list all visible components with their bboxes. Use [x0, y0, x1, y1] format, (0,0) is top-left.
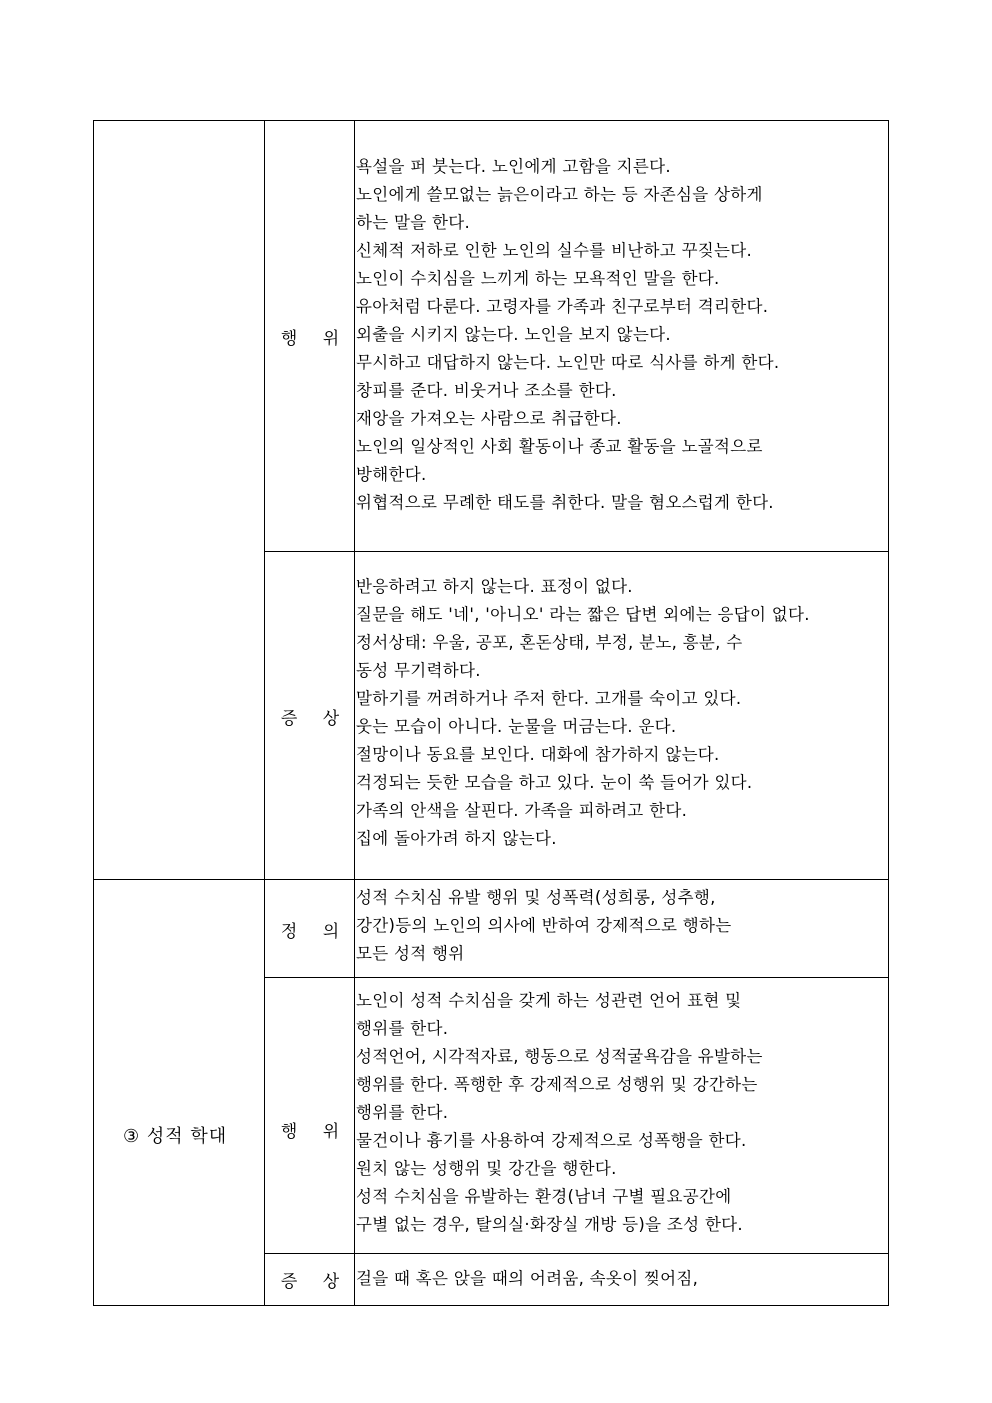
behavior-label: 행 위	[280, 329, 350, 349]
text-line: 재앙을 가져오는 사람으로 취급한다.	[356, 409, 622, 428]
text-line: 행위를 한다.	[356, 1019, 449, 1038]
text-line: 집에 돌아가려 하지 않는다.	[356, 829, 557, 848]
text-line: 웃는 모습이 아니다. 눈물을 머금는다. 운다.	[356, 717, 677, 736]
symptom-content	[356, 573, 886, 853]
text-line: 행위를 한다. 폭행한 후 강제적으로 성행위 및 강간하는	[356, 1075, 758, 1094]
text-line: 방해한다.	[356, 465, 427, 484]
text-line: 노인의 일상적인 사회 활동이나 종교 활동을 노골적으로	[356, 437, 763, 456]
text-line: 성적언어, 시각적자료, 행동으로 성적굴욕감을 유발하는	[356, 1047, 763, 1066]
text-line: 반응하려고 하지 않는다. 표정이 없다.	[356, 577, 633, 596]
definition-content	[356, 884, 886, 968]
text-line: 창피를 준다. 비웃거나 조소를 한다.	[356, 381, 617, 400]
category-sexual-abuse: ③ 성적 학대	[123, 1126, 228, 1147]
text-line: 절망이나 동요를 보인다. 대화에 참가하지 않는다.	[356, 745, 720, 764]
text-line: 가족의 안색을 살핀다. 가족을 피하려고 한다.	[356, 801, 688, 820]
abuse-table	[93, 120, 889, 1306]
text-line: 노인이 성적 수치심을 갖게 하는 성관련 언어 표현 및	[356, 991, 742, 1010]
text-line: 하는 말을 한다.	[356, 213, 471, 232]
row-divider	[264, 1253, 889, 1254]
text-line: 신체적 저하로 인한 노인의 실수를 비난하고 꾸짖는다.	[356, 241, 753, 260]
text-line: 걸을 때 혹은 앉을 때의 어려움, 속옷이 찢어짐,	[356, 1269, 699, 1288]
text-line: 노인에게 쓸모없는 늙은이라고 하는 등 자존심을 상하게	[356, 185, 763, 204]
text-line: 위협적으로 무례한 태도를 취한다. 말을 혐오스럽게 한다.	[356, 493, 774, 512]
text-line: 외출을 시키지 않는다. 노인을 보지 않는다.	[356, 325, 671, 344]
text-line: 행위를 한다.	[356, 1103, 449, 1122]
behavior-content	[356, 153, 886, 517]
text-line: 강간)등의 노인의 의사에 반하여 강제적으로 행하는	[356, 916, 732, 935]
text-line: 무시하고 대답하지 않는다. 노인만 따로 식사를 하게 한다.	[356, 353, 780, 372]
symptom-label: 증 상	[280, 1272, 350, 1292]
symptom-label: 증 상	[280, 709, 350, 729]
text-line: 유아처럼 다룬다. 고령자를 가족과 친구로부터 격리한다.	[356, 297, 769, 316]
text-line: 성적 수치심 유발 행위 및 성폭력(성희롱, 성추행,	[356, 888, 716, 907]
row-divider	[93, 879, 889, 880]
text-line: 원치 않는 성행위 및 강간을 행한다.	[356, 1159, 617, 1178]
behavior-label: 행 위	[280, 1122, 350, 1142]
text-line: 걱정되는 듯한 모습을 하고 있다. 눈이 쑥 들어가 있다.	[356, 773, 753, 792]
text-line: 질문을 해도 '네', '아니오' 라는 짧은 답변 외에는 응답이 없다.	[356, 605, 810, 624]
text-line: 노인이 수치심을 느끼게 하는 모욕적인 말을 한다.	[356, 269, 720, 288]
text-line: 구별 없는 경우, 탈의실·화장실 개방 등)을 조성 한다.	[356, 1215, 743, 1234]
definition-label: 정 의	[280, 922, 350, 942]
behavior-content	[356, 987, 886, 1239]
text-line: 모든 성적 행위	[356, 944, 465, 963]
text-line: 물건이나 흉기를 사용하여 강제적으로 성폭행을 한다.	[356, 1131, 747, 1150]
text-line: 동성 무기력하다.	[356, 661, 481, 680]
text-line: 성적 수치심을 유발하는 환경(남녀 구별 필요공간에	[356, 1187, 732, 1206]
row-divider	[264, 551, 889, 552]
row-divider	[264, 977, 889, 978]
text-line: 정서상태: 우울, 공포, 혼돈상태, 부정, 분노, 흥분, 수	[356, 633, 743, 652]
text-line: 말하기를 꺼려하거나 주저 한다. 고개를 숙이고 있다.	[356, 689, 742, 708]
symptom-content	[356, 1265, 886, 1293]
text-line: 욕설을 퍼 붓는다. 노인에게 고함을 지른다.	[356, 157, 671, 176]
